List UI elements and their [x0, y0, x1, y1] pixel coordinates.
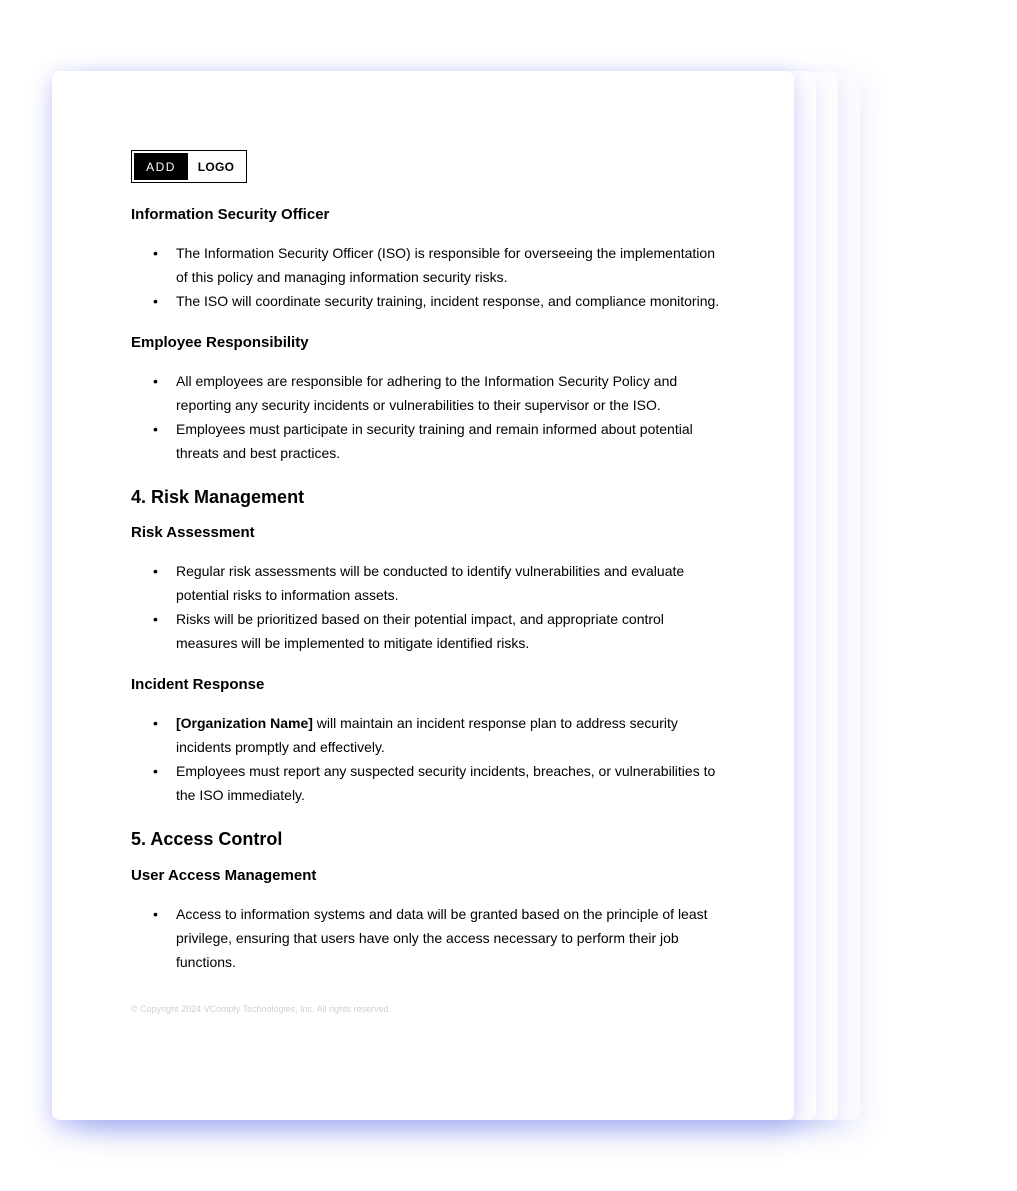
logo-label: LOGO	[197, 159, 235, 174]
list-item	[131, 607, 721, 655]
subheading-risk-assessment: Risk Assessment	[131, 524, 255, 541]
list-item-text: Employees must report any suspected security incidents, breaches, or vulnerabilities to the ISO immediately.	[176, 763, 716, 803]
list-item-text: Regular risk assessments will be conducted to identify vulnerabilities and evaluate potential risks to information assets.	[176, 563, 685, 603]
list-item	[131, 711, 721, 759]
bullet-icon: •	[153, 421, 158, 437]
logo-placeholder	[131, 150, 247, 183]
bullet-icon: •	[153, 715, 158, 731]
bullet-icon: •	[153, 763, 158, 779]
bullet-list	[131, 241, 721, 313]
bullet-icon: •	[153, 373, 158, 389]
copyright-footer: © Copyright 2024 VComply Technologies, Inc. All rights reserved.	[131, 1004, 392, 1014]
subheading-information-security-officer: Information Security Officer	[131, 206, 330, 223]
bullet-list	[131, 902, 721, 974]
list-item-text: The ISO will coordinate security training, incident response, and compliance monitoring.	[176, 293, 720, 309]
list-item-text: Risks will be prioritized based on their potential impact, and appropriate control measures will be implemented to mitigate identified risks.	[176, 611, 664, 651]
bullet-icon: •	[153, 611, 158, 627]
bullet-list	[131, 711, 721, 807]
list-item-text: All employees are responsible for adhering to the Information Security Policy and reporting any security incidents or vulnerabilities to their supervisor or the ISO.	[176, 373, 678, 413]
list-item	[131, 417, 721, 465]
list-item	[131, 289, 721, 313]
document-page	[52, 71, 794, 1120]
list-item	[131, 559, 721, 607]
bullet-icon: •	[153, 906, 158, 922]
list-item	[131, 759, 721, 807]
list-item-text: Employees must participate in security training and remain informed about potential threats and best practices.	[176, 421, 693, 461]
list-item-text: The Information Security Officer (ISO) is responsible for overseeing the implementation of this policy and managing information security risks.	[176, 245, 715, 285]
section-heading-access-control: 5. Access Control	[131, 829, 283, 849]
list-item	[131, 241, 721, 289]
list-item	[131, 902, 721, 974]
section-heading-risk-management: 4. Risk Management	[131, 487, 305, 507]
subheading-employee-responsibility: Employee Responsibility	[131, 334, 309, 351]
page-content	[131, 150, 721, 1014]
subheading-incident-response: Incident Response	[131, 676, 265, 693]
bullet-list	[131, 369, 721, 465]
bullet-icon: •	[153, 293, 158, 309]
bullet-icon: •	[153, 245, 158, 261]
logo-add-label: ADD	[134, 153, 188, 180]
list-item	[131, 369, 721, 417]
bullet-icon: •	[153, 563, 158, 579]
list-item-text: will maintain an incident response plan to address security incidents promptly and effectively.	[176, 715, 678, 755]
organization-name-placeholder: [Organization Name]	[176, 715, 313, 731]
bullet-list	[131, 559, 721, 655]
subheading-user-access-management: User Access Management	[131, 867, 317, 884]
list-item-text: Access to information systems and data will be granted based on the principle of least privilege, ensuring that users have only the access necessary to perform their job functions.	[176, 906, 708, 970]
